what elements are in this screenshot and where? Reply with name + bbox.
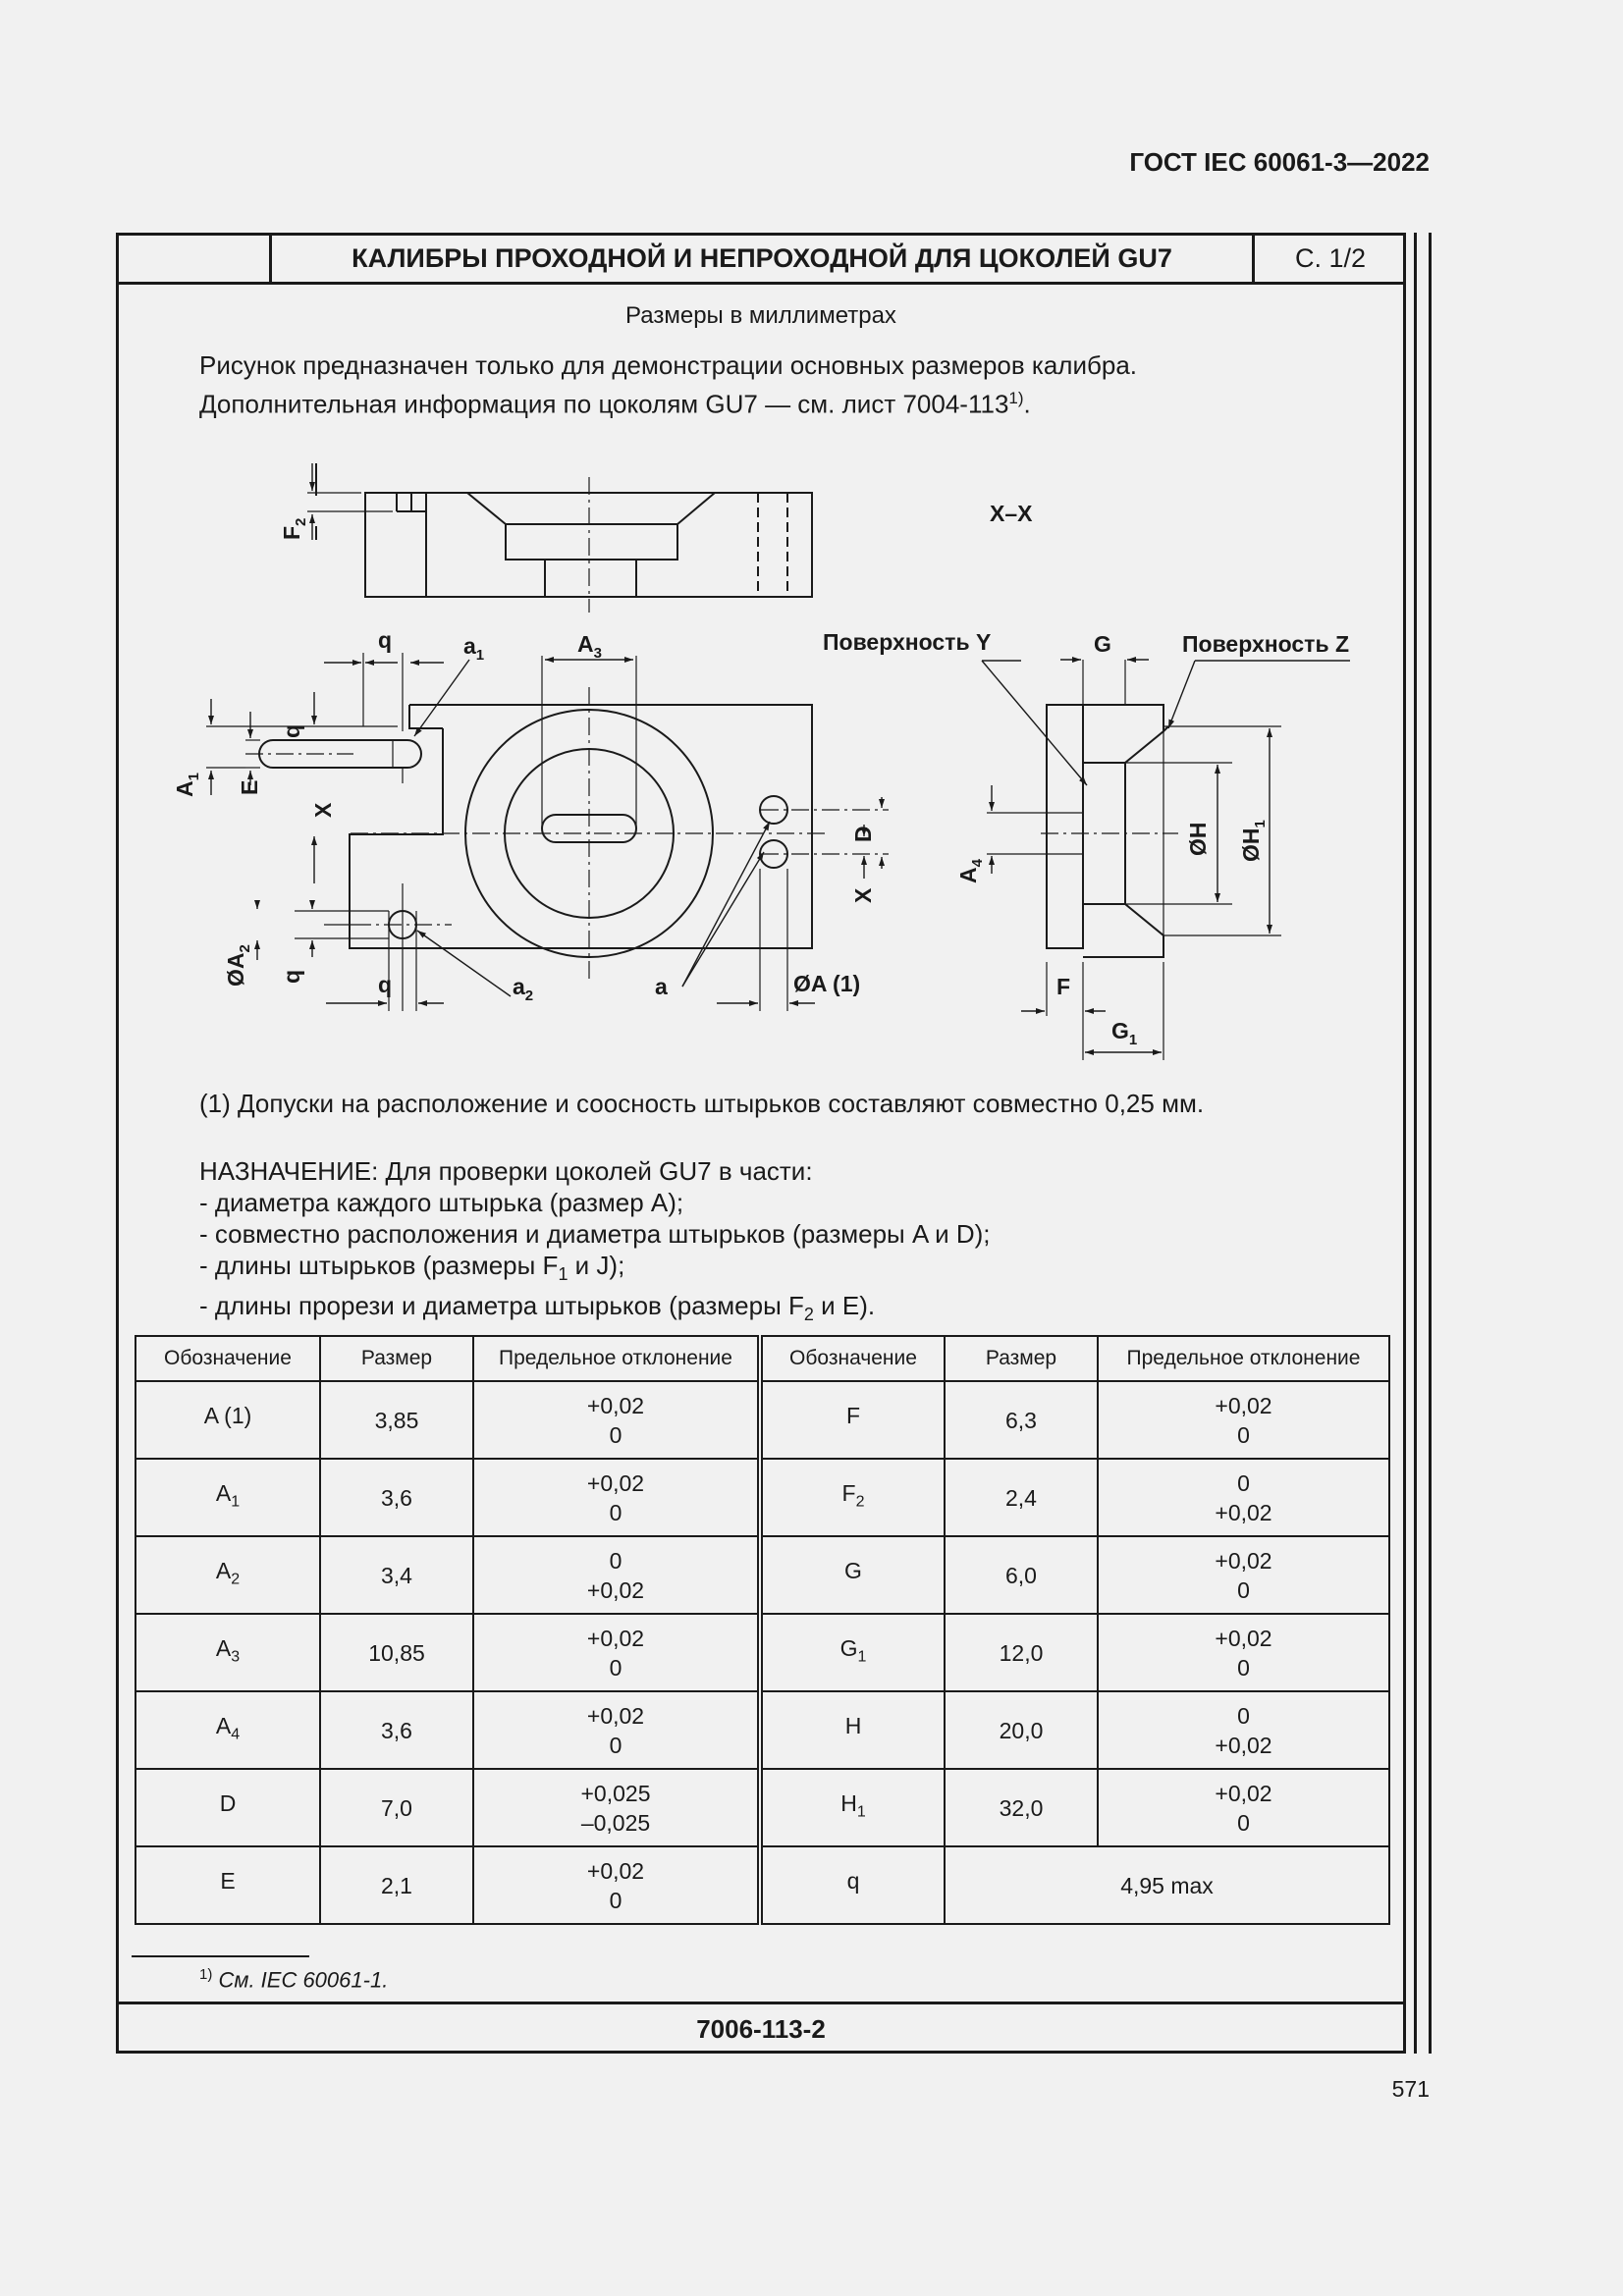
lower-tolerance: 0 [1237, 1576, 1250, 1603]
designation-cell: $A_4$ [135, 1691, 320, 1769]
table-row [135, 1536, 1389, 1614]
label-q-top: q [378, 627, 393, 653]
size-cell: 12,0 [945, 1614, 1098, 1691]
sheet-page: С. 1/2 [1294, 243, 1367, 273]
lower-tolerance: 0 [1237, 1421, 1250, 1448]
size-cell: 7,0 [320, 1769, 473, 1846]
table-row [135, 1459, 1389, 1536]
upper-tolerance: +0,02 [1215, 1392, 1272, 1418]
label-X-left: X [310, 802, 336, 818]
label-dH: ØH [1185, 822, 1211, 856]
plan-dimensions [211, 463, 882, 1003]
table-row [135, 1614, 1389, 1691]
page-number: 571 [1391, 2076, 1430, 2102]
lower-tolerance: +0,02 [586, 1576, 645, 1603]
size-cell: 6,0 [945, 1536, 1098, 1614]
size-cell: 3,85 [320, 1381, 473, 1459]
table-row [135, 1691, 1389, 1769]
label-q-bottom-left: q [279, 969, 304, 984]
upper-tolerance: 0 [1237, 1469, 1250, 1496]
table-row [135, 1846, 1389, 1924]
column-header: Предельное отклонение [1098, 1336, 1389, 1381]
lower-tolerance: +0,02 [1215, 1732, 1272, 1758]
column-header: Размер [945, 1336, 1098, 1381]
tolerance-cell [1098, 1769, 1389, 1846]
tolerance-cell [473, 1536, 760, 1614]
designation-cell: q [760, 1846, 945, 1924]
size-cell: 3,4 [320, 1536, 473, 1614]
upper-tolerance: +0,02 [586, 1625, 645, 1651]
intro-line-2: Дополнительная информация по цоколям GU7 — см. лист 7004-113$^{1)}$. [199, 389, 1031, 419]
table-header-row [135, 1336, 1389, 1381]
upper-tolerance: +0,02 [1215, 1547, 1272, 1574]
designation-cell: $A_1$ [135, 1459, 320, 1536]
upper-tolerance: +0,02 [586, 1469, 645, 1496]
upper-tolerance: +0,02 [1215, 1780, 1272, 1806]
upper-tolerance: +0,02 [586, 1857, 645, 1884]
footnote-mark: 1) [199, 1966, 213, 1983]
size-cell: 3,6 [320, 1691, 473, 1769]
purpose-item: - совместно расположения и диаметра штырьков (размеры A и D); [199, 1219, 991, 1249]
upper-tolerance: +0,02 [1215, 1625, 1272, 1651]
lower-tolerance: 0 [609, 1654, 622, 1681]
size-cell: 20,0 [945, 1691, 1098, 1769]
upper-tolerance: +0,02 [586, 1392, 645, 1418]
intro-footnote-ref: 1) [1008, 389, 1024, 407]
lower-tolerance: 0 [609, 1421, 622, 1448]
sheet-code: 7006-113-2 [696, 2014, 826, 2044]
label-A1: $A_1$ [172, 773, 202, 797]
label-F: F [1056, 974, 1071, 999]
upper-tolerance: 0 [1237, 1702, 1250, 1729]
purpose-list [199, 1155, 991, 1330]
tolerance-cell [1098, 1459, 1389, 1536]
purpose-item: - длины прорези и диаметра штырьков (размеры $F_2$ и E). [199, 1291, 876, 1325]
size-cell: 4,95 max [945, 1846, 1389, 1924]
label-G: G [1094, 631, 1111, 657]
label-q-bottom: q [378, 972, 393, 997]
size-cell: 3,6 [320, 1459, 473, 1536]
sheet-title: КАЛИБРЫ ПРОХОДНОЙ И НЕПРОХОДНОЙ ДЛЯ ЦОКОЛЕЙ GU7 [352, 243, 1172, 273]
lower-tolerance: 0 [1237, 1809, 1250, 1836]
size-cell: 2,4 [945, 1459, 1098, 1536]
lower-tolerance: 0 [609, 1499, 622, 1525]
table-row [135, 1769, 1389, 1846]
units-note: Размеры в миллиметрах [625, 302, 896, 329]
label-surface-z: Поверхность Z [1182, 631, 1350, 657]
lower-tolerance: –0,025 [580, 1809, 651, 1836]
upper-tolerance: +0,02 [586, 1702, 645, 1729]
label-D: D [850, 826, 876, 842]
plan-view [206, 653, 889, 1011]
upper-tolerance: +0,025 [580, 1780, 651, 1806]
size-cell: 10,85 [320, 1614, 473, 1691]
tolerance-cell [473, 1846, 760, 1924]
intro-line-2-text: Дополнительная информация по цоколям GU7 — см. лист 7004-113 [199, 389, 1009, 419]
label-a2: $a_2$ [513, 974, 534, 1004]
column-header: Обозначение [135, 1336, 320, 1381]
lower-tolerance: 0 [609, 1732, 622, 1758]
footnote [199, 1966, 388, 1993]
label-X-right: X [850, 887, 876, 903]
footnote-text: См. IEC 60061-1. [218, 1967, 389, 1993]
size-cell: 32,0 [945, 1769, 1098, 1846]
label-q-left: q [279, 723, 304, 738]
label-dA2: $ØA_2$ [223, 944, 253, 987]
designation-cell: G [760, 1536, 945, 1614]
table-row [135, 1381, 1389, 1459]
lower-tolerance: +0,02 [1215, 1499, 1272, 1525]
designation-cell: A (1) [135, 1381, 320, 1459]
designation-cell: $A_3$ [135, 1614, 320, 1691]
label-a: a [655, 974, 668, 999]
label-dA1: ØA (1) [793, 971, 861, 996]
designation-cell: E [135, 1846, 320, 1924]
purpose-item: - диаметра каждого штырька (размер A); [199, 1188, 684, 1217]
label-A4: $A_4$ [955, 859, 986, 883]
size-cell: 6,3 [945, 1381, 1098, 1459]
column-header: Размер [320, 1336, 473, 1381]
tolerance-cell [473, 1381, 760, 1459]
label-surface-y: Поверхность Y [823, 629, 992, 655]
designation-cell: $H_1$ [760, 1769, 945, 1846]
tolerance-cell [473, 1769, 760, 1846]
tolerance-cell [1098, 1691, 1389, 1769]
label-dH1: $ØH_1$ [1238, 820, 1269, 862]
lower-tolerance: 0 [1237, 1654, 1250, 1681]
section-dimensions [982, 660, 1350, 1052]
standard-code: ГОСТ IEC 60061-3—2022 [1129, 147, 1430, 177]
dimensions-table [135, 1335, 1390, 1925]
label-F2: $F_2$ [279, 517, 309, 540]
tolerance-cell [1098, 1536, 1389, 1614]
designation-cell: D [135, 1769, 320, 1846]
designation-cell: $G_1$ [760, 1614, 945, 1691]
gauge-drawing [0, 0, 1623, 1080]
column-header: Предельное отклонение [473, 1336, 760, 1381]
designation-cell: F [760, 1381, 945, 1459]
label-section: X–X [990, 501, 1033, 526]
tolerance-cell [1098, 1381, 1389, 1459]
designation-cell: H [760, 1691, 945, 1769]
tolerance-cell [1098, 1614, 1389, 1691]
designation-cell: $F_2$ [760, 1459, 945, 1536]
label-E: E [237, 779, 262, 795]
column-header: Обозначение [760, 1336, 945, 1381]
label-G1: $G_1$ [1111, 1018, 1138, 1048]
label-a1: $a_1$ [463, 633, 485, 664]
tolerance-note: (1) Допуски на расположение и соосность штырьков составляют совместно 0,25 мм. [199, 1089, 1205, 1118]
lower-tolerance: 0 [609, 1887, 622, 1913]
label-A3: $A_3$ [577, 631, 602, 662]
size-cell: 2,1 [320, 1846, 473, 1924]
purpose-title: НАЗНАЧЕНИЕ: Для проверки цоколей GU7 в части: [199, 1156, 813, 1186]
tolerance-cell [473, 1459, 760, 1536]
intro-line-1: Рисунок предназначен только для демонстрации основных размеров калибра. [199, 350, 1138, 380]
footnote-rule [132, 1955, 309, 1957]
tolerance-cell [473, 1691, 760, 1769]
upper-tolerance: 0 [609, 1547, 622, 1574]
purpose-item: - длины штырьков (размеры $F_1$ и J); [199, 1251, 625, 1285]
top-view [307, 463, 812, 613]
tolerance-cell [473, 1614, 760, 1691]
designation-cell: $A_2$ [135, 1536, 320, 1614]
